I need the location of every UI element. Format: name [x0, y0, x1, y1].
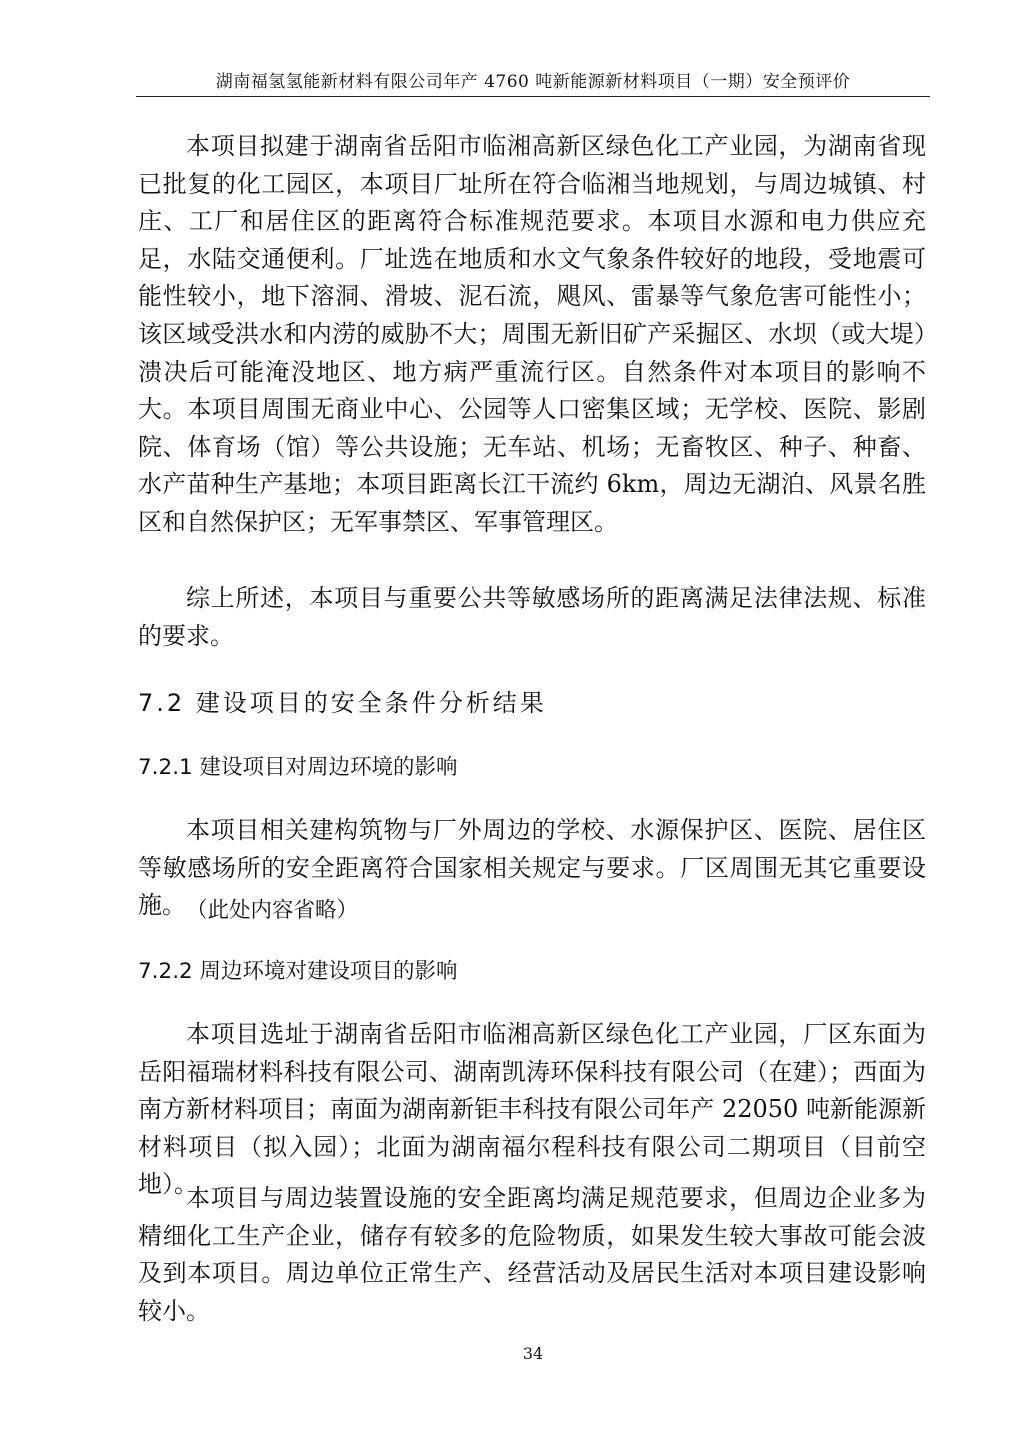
section-heading-7-2: 7.2 建设项目的安全条件分析结果	[138, 689, 547, 717]
paragraph-project-location: 本项目拟建于湖南省岳阳市临湘高新区绿色化工产业园，为湖南省现已批复的化工园区，本项目厂址所在符合临湘当地规划，与周边城镇、村庄、工厂和居住区的距离符合标准规范要求。本项目水源和电力供应充足，水陆交通便利。厂址选在地质和水文气象条件较好的地段，受地震可能性较小，地下溶洞、滑坡、泥石流，飓风、雷暴等气象危害可能性小；该区域受洪水和内涝的威胁不大；周围无新旧矿产采掘区、水坝（或大堤）溃决后可能淹没地区、地方病严重流行区。自然条件对本项目的影响不大。本项目周围无商业中心、公园等人口密集区域；无学校、医院、影剧院、体育场（馆）等公共设施；无车站、机场；无畜牧区、种子、种畜、水产苗种生产基地；本项目距离长江干流约 6km，周边无湖泊、风景名胜区和自然保护区；无军事禁区、军事管理区。	[138, 132, 926, 536]
omitted-content-note: （此处内容省略）	[186, 898, 359, 923]
paragraph-7-2-2-surroundings: 本项目选址于湖南省岳阳市临湘高新区绿色化工产业园，厂区东面为岳阳福瑞材料科技有限公司、湖南凯涛环保科技有限公司（在建）；西面为南方新材料项目；南面为湖南新钜丰科技有限公司年产 22050 吨新能源新材料项目（拟入园）；北面为湖南福尔程科技有限公司二期项目（目前空地）。	[138, 1020, 926, 1199]
section-heading-7-2-2: 7.2.2 周边环境对建设项目的影响	[138, 959, 458, 984]
paragraph-7-2-2-safety-distance: 本项目与周边装置设施的安全距离均满足规范要求，但周边企业多为精细化工生产企业，储存有较多的危险物质，如果发生较大事故可能会波及到本项目。周边单位正常生产、经营活动及居民生活对本项目建设影响较小。	[138, 1184, 926, 1325]
section-heading-7-2-1: 7.2.1 建设项目对周边环境的影响	[138, 755, 458, 780]
paragraph-summary: 综上所述，本项目与重要公共等敏感场所的距离满足法律法规、标准的要求。	[138, 584, 926, 650]
paragraph-7-2-1: 本项目相关建构筑物与厂外周边的学校、水源保护区、医院、居住区等敏感场所的安全距离符合国家相关规定与要求。厂区周围无其它重要设施。	[138, 816, 926, 920]
header-divider	[136, 96, 930, 97]
page-number: 34	[522, 1344, 544, 1363]
running-header-title: 湖南福氢氢能新材料有限公司年产 4760 吨新能源新材料项目（一期）安全预评价	[215, 72, 851, 92]
